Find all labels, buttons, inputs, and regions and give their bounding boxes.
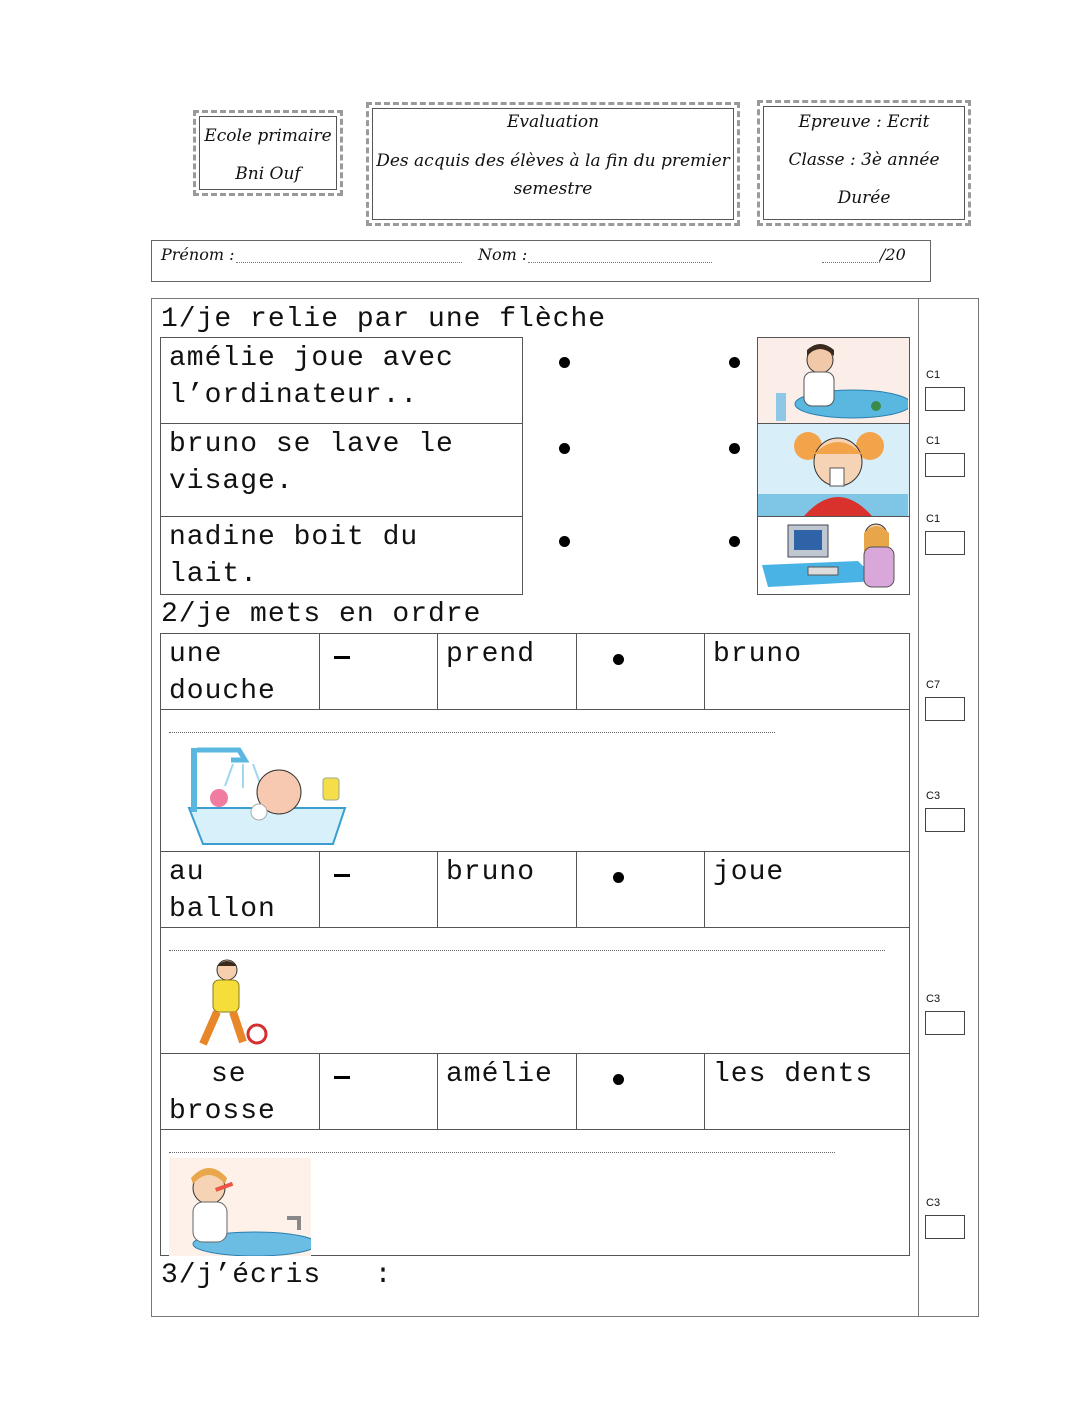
ex1-sentence-2-line1: bruno se lave le <box>169 429 454 460</box>
ex2-g2-word-1[interactable] <box>160 851 320 928</box>
ex2-g1-answer-area <box>160 709 910 852</box>
dot-mark <box>613 872 624 883</box>
competency-box-4[interactable] <box>925 697 965 721</box>
school-box <box>193 110 343 196</box>
ex2-g1-word-1a: une <box>169 639 223 670</box>
evaluation-title: Evaluation <box>506 112 600 132</box>
ex2-g3-word-1b: brosse <box>169 1096 276 1127</box>
ex2-g1-word-5[interactable]: bruno <box>704 633 910 710</box>
ex2-g2-word-1a: au <box>169 857 205 888</box>
ex1-right-dot-2[interactable] <box>729 443 740 454</box>
ex1-sentence-3-line2: lait. <box>169 559 259 590</box>
competency-label-2: C1 <box>926 435 941 447</box>
ex1-image-2 <box>757 423 910 517</box>
ex2-g2-word-5[interactable]: joue <box>704 851 910 928</box>
ex1-left-dot-1[interactable] <box>559 357 570 368</box>
competency-label-3: C1 <box>926 513 941 525</box>
ex1-image-1 <box>757 337 910 424</box>
evaluation-subtitle-2: semestre <box>513 179 593 199</box>
margin-divider <box>918 298 919 1317</box>
ex1-sentence-2 <box>160 423 523 517</box>
ex1-right-dot-3[interactable] <box>729 536 740 547</box>
ex2-g3-dash-cell[interactable] <box>319 1053 438 1130</box>
ex2-g2-word-3[interactable]: bruno <box>437 851 577 928</box>
ex2-g3-word-3[interactable]: amélie <box>437 1053 577 1130</box>
competency-box-6[interactable] <box>925 1011 965 1035</box>
exam-class: Classe : 3è année <box>788 150 940 170</box>
dash-mark <box>334 1076 350 1079</box>
ex2-g1-word-3[interactable]: prend <box>437 633 577 710</box>
competency-box-7[interactable] <box>925 1215 965 1239</box>
exam-box <box>757 100 971 226</box>
prenom-field[interactable] <box>236 249 462 263</box>
ex1-sentence-1-line2: l’ordinateur.. <box>169 380 419 411</box>
competency-box-3[interactable] <box>925 531 965 555</box>
ex2-g3-answer-line[interactable] <box>169 1152 835 1153</box>
exercise-1-title: 1/je relie par une flèche <box>161 304 607 335</box>
baby-in-bath-illustration <box>169 738 369 850</box>
ex2-g1-answer-line[interactable] <box>169 732 775 733</box>
girl-at-computer-illustration <box>758 517 908 593</box>
dot-mark <box>613 1074 624 1085</box>
competency-label-4: C7 <box>926 679 941 691</box>
ex2-g3-answer-area <box>160 1129 910 1256</box>
ex2-g2-answer-line[interactable] <box>169 950 885 951</box>
prenom-label: Prénom : <box>161 245 235 264</box>
competency-box-5[interactable] <box>925 808 965 832</box>
ex1-sentence-3 <box>160 516 523 595</box>
ex2-g2-dash-cell[interactable] <box>319 851 438 928</box>
competency-box-1[interactable] <box>925 387 965 411</box>
score-field[interactable] <box>822 249 880 263</box>
exercise-3-title: 3/j’écris : <box>161 1260 393 1291</box>
boy-washing-face-illustration <box>758 338 908 422</box>
ex1-right-dot-1[interactable] <box>729 357 740 368</box>
exam-type: Epreuve : Ecrit <box>798 112 930 132</box>
ex2-g2-dot-cell[interactable] <box>576 851 705 928</box>
ex2-g1-word-1b: douche <box>169 676 276 707</box>
dash-mark <box>334 874 350 877</box>
competency-label-7: C3 <box>926 1197 941 1209</box>
nom-field[interactable] <box>528 249 712 263</box>
school-town: Bni Ouf <box>235 164 301 184</box>
exam-duration: Durée <box>837 188 891 208</box>
ex1-sentence-1-line1: amélie joue avec <box>169 343 454 374</box>
ex2-g1-dot-cell[interactable] <box>576 633 705 710</box>
ex1-sentence-3-line1: nadine boit du <box>169 522 419 553</box>
ex2-g2-answer-area <box>160 927 910 1054</box>
competency-label-6: C3 <box>926 993 941 1005</box>
nom-label: Nom : <box>478 245 528 264</box>
ex1-left-dot-2[interactable] <box>559 443 570 454</box>
dot-mark <box>613 654 624 665</box>
ex2-g2-word-1b: ballon <box>169 894 276 925</box>
ex2-g3-dot-cell[interactable] <box>576 1053 705 1130</box>
competency-label-5: C3 <box>926 790 941 802</box>
boy-with-ball-illustration <box>183 956 273 1052</box>
score-label: /20 <box>880 245 906 264</box>
competency-box-2[interactable] <box>925 453 965 477</box>
dash-mark <box>334 656 350 659</box>
ex1-sentence-2-line2: visage. <box>169 466 294 497</box>
ex1-left-dot-3[interactable] <box>559 536 570 547</box>
ex1-sentence-1 <box>160 337 523 424</box>
girl-drinking-illustration <box>758 424 908 516</box>
ex2-g1-word-1[interactable] <box>160 633 320 710</box>
student-info-bar <box>151 240 931 282</box>
ex2-g3-word-5[interactable]: les dents <box>704 1053 910 1130</box>
ex2-g1-dash-cell[interactable] <box>319 633 438 710</box>
evaluation-subtitle: Des acquis des élèves à la fin du premier <box>376 151 730 171</box>
ex1-image-3 <box>757 516 910 595</box>
school-name: Ecole primaire <box>204 126 332 146</box>
exercise-2-title: 2/je mets en ordre <box>161 599 482 630</box>
ex2-g3-word-1a: se <box>211 1059 247 1090</box>
girl-brushing-teeth-illustration <box>169 1158 311 1256</box>
ex2-g3-word-1[interactable] <box>160 1053 320 1130</box>
evaluation-box <box>366 102 740 226</box>
competency-label-1: C1 <box>926 369 941 381</box>
